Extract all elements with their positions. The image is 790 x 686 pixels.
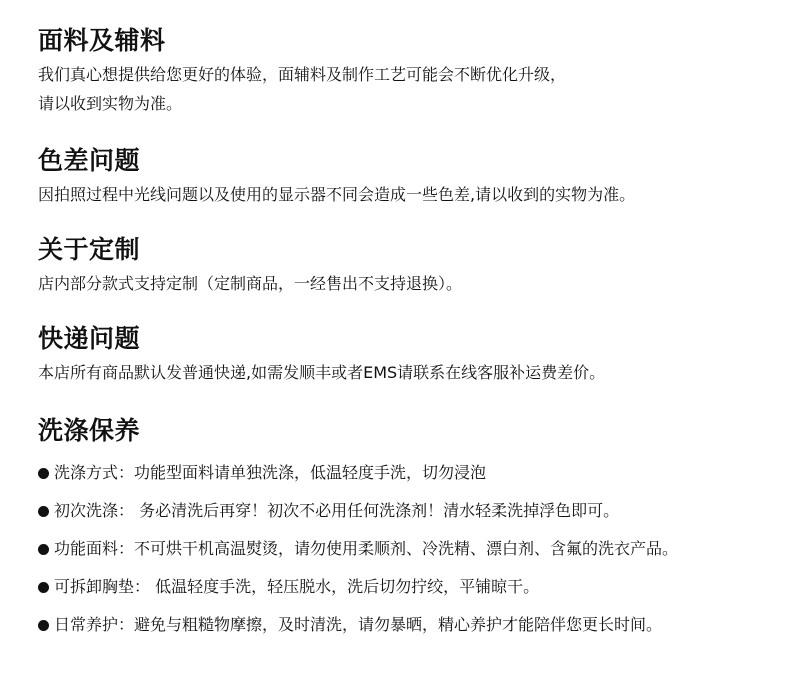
list-item-text: 洗涤方式：功能型面料请单独洗涤，低温轻度手洗，切勿浸泡 <box>54 463 487 482</box>
section-color-difference <box>38 144 635 209</box>
list-item <box>38 568 678 606</box>
section-title-color-difference: 色差问题 <box>38 146 141 175</box>
bullet-dot-icon <box>38 582 49 593</box>
list-item-text: 功能面料：不可烘干机高温熨烫，请勿使用柔顺剂、冷洗精、漂白剂、含氟的洗衣产品。 <box>54 539 679 558</box>
list-item <box>38 606 678 644</box>
customization-text: 店内部分款式支持定制（定制商品，一经售出不支持退换）。 <box>38 274 463 293</box>
shipping-text: 本店所有商品默认发普通快递,如需发顺丰或者EMS请联系在线客服补运费差价。 <box>38 363 606 382</box>
section-washing-care <box>38 414 678 644</box>
section-shipping <box>38 322 605 387</box>
bullet-dot-icon <box>38 620 49 631</box>
bullet-dot-icon <box>38 506 49 517</box>
section-fabric <box>38 24 566 118</box>
fabric-text-line-2: 请以收到实物为准。 <box>38 94 183 113</box>
section-customization <box>38 233 462 298</box>
list-item-text: 可拆卸胸垫： 低温轻度手洗，轻压脱水，洗后切勿拧绞，平铺晾干。 <box>54 577 540 596</box>
list-item <box>38 454 678 492</box>
section-title-customization: 关于定制 <box>38 235 141 264</box>
section-title-fabric: 面料及辅料 <box>38 26 166 55</box>
washing-care-list <box>38 454 678 644</box>
list-item-text: 日常养护：避免与粗糙物摩擦，及时清洗，请勿暴晒，精心养护才能陪伴您更长时间。 <box>54 615 663 634</box>
list-item <box>38 492 678 530</box>
bullet-dot-icon <box>38 544 49 555</box>
color-difference-text: 因拍照过程中光线问题以及使用的显示器不同会造成一些色差,请以收到的实物为准。 <box>38 185 636 204</box>
fabric-text-line-1: 我们真心想提供给您更好的体验，面辅料及制作工艺可能会不断优化升级， <box>38 65 567 84</box>
list-item <box>38 530 678 568</box>
section-title-shipping: 快递问题 <box>38 324 141 353</box>
list-item-text: 初次洗涤： 务必清洗后再穿！初次不必用任何洗涤剂！清水轻柔洗掉浮色即可。 <box>54 501 620 520</box>
bullet-dot-icon <box>38 468 49 479</box>
section-title-washing-care: 洗涤保养 <box>38 416 141 445</box>
